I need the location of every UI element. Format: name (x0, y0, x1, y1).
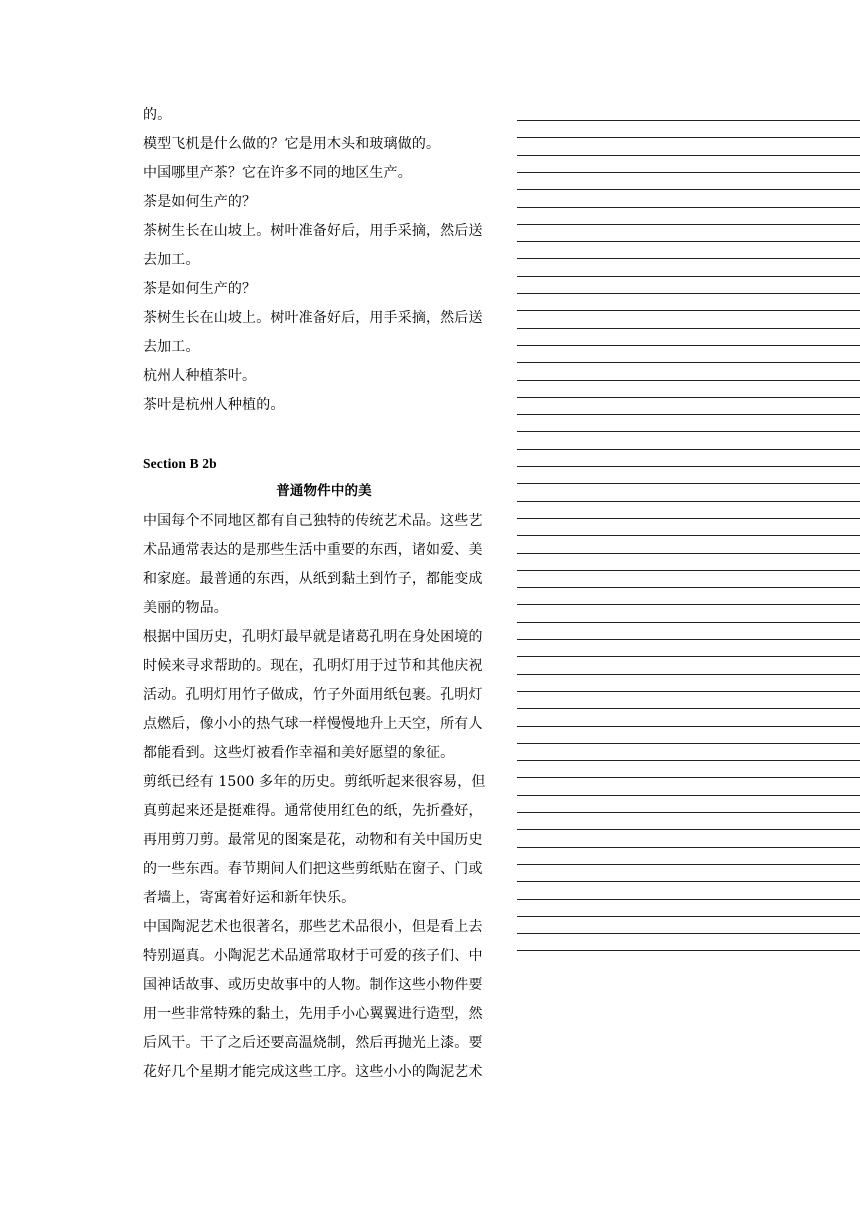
article-line: 者墙上，寄寓着好运和新年快乐。 (143, 890, 356, 906)
section-heading: Section B 2b (143, 456, 217, 471)
note-rule-line (517, 466, 860, 467)
note-rule-line (517, 933, 860, 934)
article-line: 都能看到。这些灯被看作幸福和美好愿望的象征。 (143, 745, 455, 761)
note-rule-line (517, 155, 860, 156)
text-line: 茶是如何生产的？ (143, 281, 257, 297)
article-line: 术品通常表达的是那些生活中重要的东西，诸如爱、美 (143, 542, 483, 558)
note-rule-line (517, 258, 860, 259)
article-line: 用一些非常特殊的黏土，先用手小心翼翼进行造型，然 (143, 1006, 483, 1022)
note-rule-line (517, 777, 860, 778)
text-line: 中国哪里产茶？它在许多不同的地区生产。 (143, 165, 412, 181)
note-rule-line (517, 310, 860, 311)
note-rule-line (517, 760, 860, 761)
note-rule-line (517, 483, 860, 484)
text-line: 杭州人种植茶叶。 (143, 368, 257, 384)
text-line: 去加工。 (143, 252, 200, 268)
note-rule-line (517, 172, 860, 173)
paragraph-gap (143, 420, 505, 449)
article-line: 再用剪刀剪。最常见的图案是花，动物和有关中国历史 (143, 832, 483, 848)
note-rule-line (517, 397, 860, 398)
article-line: 后风干。干了之后还要高温烧制，然后再抛光上漆。要 (143, 1035, 483, 1051)
article-line: 真剪起来还是挺难得。通常使用红色的纸，先折叠好， (143, 803, 483, 819)
main-text-column (143, 101, 505, 1087)
note-rule-line (517, 656, 860, 657)
text-line: 茶树生长在山坡上。树叶准备好后，用手采摘，然后送 (143, 310, 483, 326)
note-rule-line (517, 726, 860, 727)
article-line: 的一些东西。春节期间人们把这些剪纸贴在窗子、门或 (143, 861, 483, 877)
note-rule-line (517, 795, 860, 796)
note-rule-line (517, 639, 860, 640)
note-rule-line (517, 604, 860, 605)
text-line: 茶树生长在山坡上。树叶准备好后，用手采摘，然后送 (143, 223, 483, 239)
article-line: 国神话故事、或历史故事中的人物。制作这些小物件要 (143, 977, 483, 993)
note-rule-line (517, 431, 860, 432)
note-rule-line (517, 829, 860, 830)
note-lines-area (517, 0, 860, 1216)
article-line: 花好几个星期才能完成这些工序。这些小小的陶泥艺术 (143, 1064, 483, 1080)
article-line: 点燃后，像小小的热气球一样慢慢地升上天空，所有人 (143, 716, 483, 732)
note-rule-line (517, 328, 860, 329)
note-rule-line (517, 449, 860, 450)
note-rule-line (517, 293, 860, 294)
note-rule-line (517, 864, 860, 865)
text-line: 茶是如何生产的？ (143, 194, 257, 210)
note-rule-line (517, 916, 860, 917)
note-rule-line (517, 708, 860, 709)
article-line: 根据中国历史，孔明灯最早就是诸葛孔明在身处困境的 (143, 629, 483, 645)
note-rule-line (517, 501, 860, 502)
note-rule-line (517, 587, 860, 588)
text-line: 的。 (143, 107, 172, 123)
note-rule-line (517, 362, 860, 363)
article-line: 和家庭。最普通的东西，从纸到黏土到竹子，都能变成 (143, 571, 483, 587)
note-rule-line (517, 743, 860, 744)
note-rule-line (517, 137, 860, 138)
note-rule-line (517, 380, 860, 381)
article-line: 美丽的物品。 (143, 600, 228, 616)
note-rule-line (517, 414, 860, 415)
note-rule-line (517, 345, 860, 346)
note-rule-line (517, 570, 860, 571)
note-rule-line (517, 899, 860, 900)
note-rule-line (517, 812, 860, 813)
note-rule-line (517, 847, 860, 848)
note-rule-line (517, 241, 860, 242)
note-rule-line (517, 518, 860, 519)
note-rule-line (517, 224, 860, 225)
text-line: 去加工。 (143, 339, 200, 355)
text-line: 茶叶是杭州人种植的。 (143, 397, 285, 413)
text-line: 模型飞机是什么做的？它是用木头和玻璃做的。 (143, 136, 441, 152)
article-line: 活动。孔明灯用竹子做成，竹子外面用纸包裹。孔明灯 (143, 687, 483, 703)
article-line: 特别逼真。小陶泥艺术品通常取材于可爱的孩子们、中 (143, 948, 483, 964)
note-rule-line (517, 189, 860, 190)
article-line: 中国陶泥艺术也很著名，那些艺术品很小，但是看上去 (143, 919, 483, 935)
article-line: 剪纸已经有 1500 多年的历史。剪纸听起来很容易，但 (143, 774, 486, 790)
note-rule-line (517, 674, 860, 675)
note-rule-line (517, 622, 860, 623)
note-rule-line (517, 881, 860, 882)
note-rule-line (517, 691, 860, 692)
note-rule-line (517, 276, 860, 277)
article-line: 中国每个不同地区都有自己独特的传统艺术品。这些艺 (143, 513, 483, 529)
note-rule-line (517, 120, 860, 121)
article-title: 普通物件中的美 (276, 483, 372, 499)
note-rule-line (517, 535, 860, 536)
note-rule-line (517, 553, 860, 554)
article-line: 时候来寻求帮助的。现在，孔明灯用于过节和其他庆祝 (143, 658, 483, 674)
note-rule-line (517, 207, 860, 208)
note-rule-line (517, 950, 860, 951)
